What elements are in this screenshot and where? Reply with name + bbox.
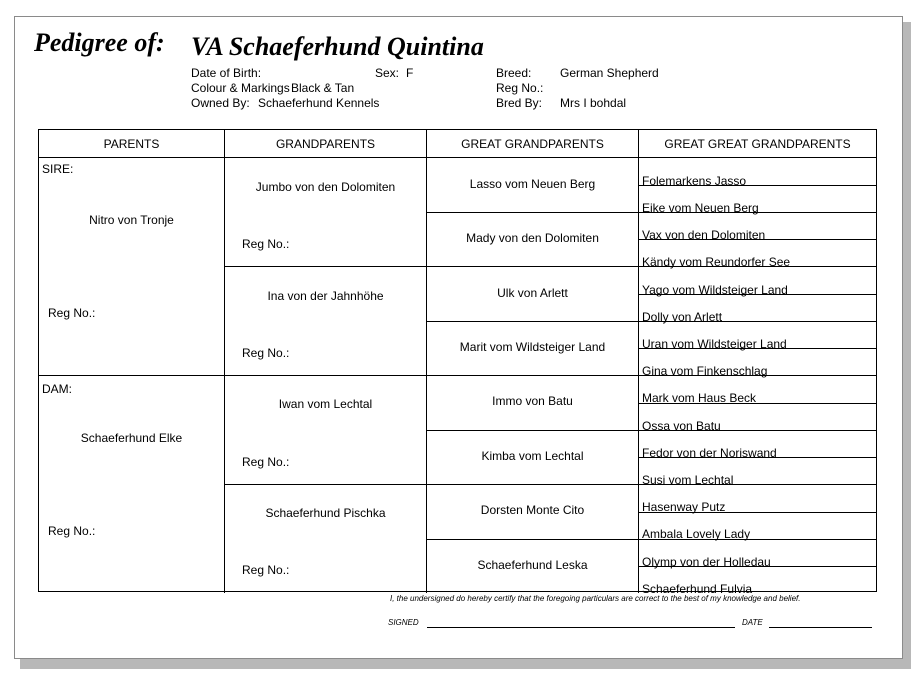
- date-line[interactable]: [769, 627, 872, 628]
- great-great-grandparent-name: Olymp von der Holledau: [642, 555, 771, 569]
- title-label: Pedigree of:: [34, 28, 165, 57]
- breed-value: German Shepherd: [560, 66, 659, 80]
- great-great-grandparent-name: Yago vom Wildsteiger Land: [642, 283, 788, 297]
- breed-label: Breed:: [496, 66, 532, 80]
- sire-reg-label: Reg No.:: [48, 306, 96, 320]
- dam-reg-label: Reg No.:: [48, 524, 96, 538]
- header-grandparents: GRANDPARENTS: [275, 137, 376, 151]
- great-great-grandparent-name: Eike vom Neuen Berg: [642, 201, 759, 215]
- header-parents: PARENTS: [103, 137, 160, 151]
- great-grandparent-name: Mady von den Dolomiten: [466, 231, 599, 245]
- great-great-grandparent-name: Ossa von Batu: [642, 419, 721, 433]
- column-divider: [224, 130, 225, 593]
- great-great-grandparent-name: Vax von den Dolomiten: [642, 228, 766, 242]
- grandparent-reg-label: Reg No.:: [242, 455, 290, 469]
- owned-by-label: Owned By:: [191, 96, 250, 110]
- great-great-grandparent-name: Fedor von der Noriswand: [642, 446, 777, 460]
- dam-label: DAM:: [42, 382, 72, 396]
- grandparent-name: Jumbo von den Dolomiten: [255, 180, 396, 194]
- colour-value: Black & Tan: [291, 81, 355, 95]
- header-divider: [39, 157, 876, 158]
- bred-by-value: Mrs I bohdal: [560, 96, 627, 110]
- sex-label: Sex:: [375, 66, 400, 80]
- great-great-grandparent-name: Hasenway Putz: [642, 500, 726, 514]
- header-great-great-grandparents: GREAT GREAT GRANDPARENTS: [664, 137, 851, 151]
- certification-text: I, the undersigned do hereby certify that the foregoing particulars are correct to the best of my knowledge and belief.: [390, 594, 801, 603]
- sire-name: Nitro von Tronje: [89, 213, 174, 227]
- date-label: DATE: [742, 618, 763, 627]
- sex-value: F: [406, 66, 414, 80]
- great-great-grandparent-name: Folemarkens Jasso: [642, 174, 747, 188]
- grandparent-divider: [224, 484, 876, 485]
- grandparent-reg-label: Reg No.:: [242, 237, 290, 251]
- colour-label: Colour & Markings: [191, 81, 290, 95]
- great-great-grandparent-name: Mark vom Haus Beck: [642, 391, 757, 405]
- great-grandparent-name: Lasso vom Neuen Berg: [469, 177, 596, 191]
- great-grandparent-name: Schaeferhund Leska: [477, 558, 588, 572]
- sire-label: SIRE:: [42, 162, 74, 176]
- great-great-grandparent-name: Uran vom Wildsteiger Land: [642, 337, 787, 351]
- grandparent-name: Ina von der Jahnhöhe: [267, 289, 384, 303]
- pedigree-table: [38, 129, 877, 596]
- signed-label: SIGNED: [388, 618, 419, 627]
- signature-line[interactable]: [427, 627, 735, 628]
- great-grandparent-name: Kimba vom Lechtal: [481, 449, 584, 463]
- grandparent-name: Schaeferhund Pischka: [265, 506, 386, 520]
- dog-name-title: VA Schaeferhund Quintina: [191, 32, 484, 61]
- reg-no-label: Reg No.:: [496, 81, 544, 95]
- great-great-grandparent-name: Kändy vom Reundorfer See: [642, 255, 791, 269]
- great-great-grandparent-name: Ambala Lovely Lady: [642, 527, 751, 541]
- grandparent-reg-label: Reg No.:: [242, 346, 290, 360]
- dam-name: Schaeferhund Elke: [80, 431, 183, 445]
- great-grandparent-name: Dorsten Monte Cito: [480, 503, 585, 517]
- great-great-grandparent-name: Dolly von Arlett: [642, 310, 723, 324]
- header-great-grandparents: GREAT GRANDPARENTS: [461, 137, 604, 151]
- great-grandparent-name: Immo von Batu: [492, 394, 573, 408]
- column-divider: [426, 130, 427, 593]
- date-of-birth-label: Date of Birth:: [191, 66, 262, 80]
- grandparent-name: Iwan vom Lechtal: [278, 397, 373, 411]
- owned-by-value: Schaeferhund Kennels: [258, 96, 380, 110]
- great-grandparent-name: Ulk von Arlett: [497, 286, 568, 300]
- great-grandparent-name: Marit vom Wildsteiger Land: [459, 340, 606, 354]
- column-divider: [638, 130, 639, 593]
- great-great-grandparent-name: Gina vom Finkenschlag: [642, 364, 768, 378]
- great-great-grandparent-name: Susi vom Lechtal: [642, 473, 734, 487]
- great-great-grandparent-name: Schaeferhund Fulvia: [642, 582, 753, 596]
- bred-by-label: Bred By:: [496, 96, 543, 110]
- grandparent-reg-label: Reg No.:: [242, 563, 290, 577]
